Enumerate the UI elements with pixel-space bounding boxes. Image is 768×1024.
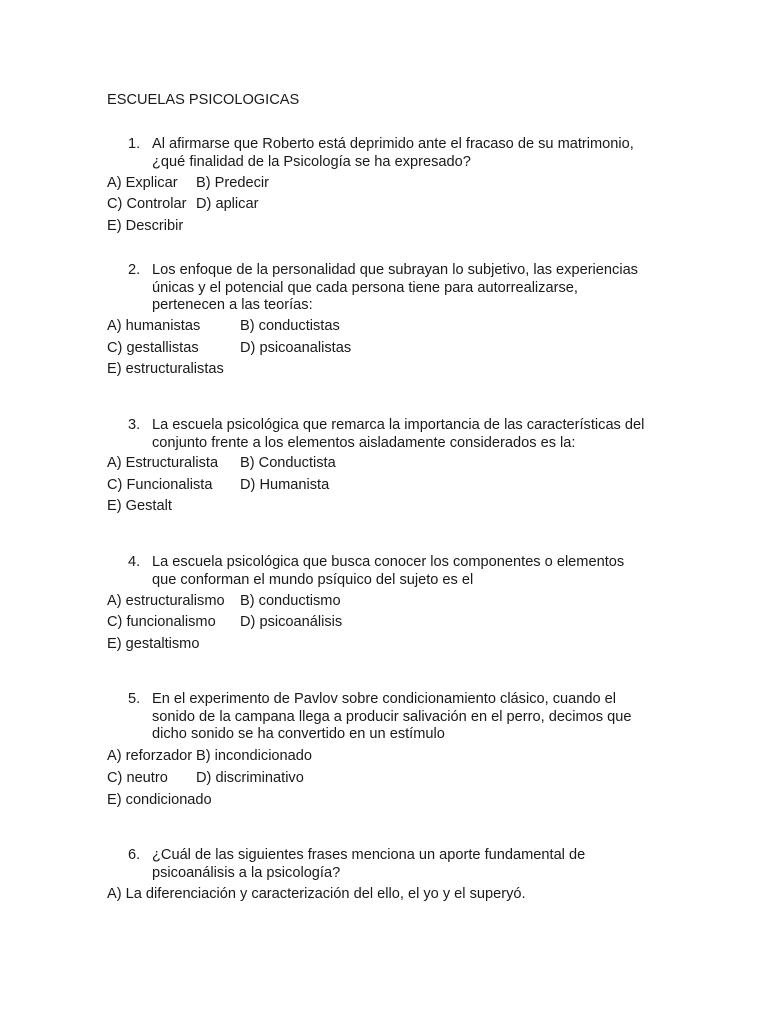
option-d: D) psicoanálisis: [240, 614, 343, 630]
option-a: A) humanistas: [107, 318, 201, 334]
option-c: C) gestallistas: [107, 340, 199, 356]
question-line: que conforman el mundo psíquico del sujeto es el: [152, 571, 474, 588]
option-c: C) Funcionalista: [107, 477, 213, 493]
question-line: ¿Cuál de las siguientes frases menciona un aporte fundamental de: [152, 847, 586, 863]
question-line: Al afirmarse que Roberto está deprimido ante el fracaso de su matrimonio,: [152, 136, 634, 152]
option-a: A) Estructuralista: [107, 455, 219, 471]
option-e: E) condicionado: [107, 792, 212, 808]
question-text: [152, 691, 672, 744]
question-line: psicoanálisis a la psicología?: [152, 864, 341, 881]
question-text: [152, 262, 672, 315]
document-title: ESCUELAS PSICOLOGICAS: [107, 92, 300, 108]
question-line: Los enfoque de la personalidad que subrayan lo subjetivo, las experiencias: [152, 262, 638, 278]
question-text: [152, 136, 672, 171]
option-d: D) psicoanalistas: [240, 340, 352, 356]
question-text: [152, 847, 672, 882]
option-b: B) conductistas: [240, 318, 340, 334]
option-b: B) Predecir: [196, 175, 269, 191]
option-e: E) gestaltismo: [107, 636, 200, 652]
option-c: C) Controlar: [107, 196, 187, 212]
option-d: D) Humanista: [240, 477, 330, 493]
question-number: 4.: [128, 554, 141, 570]
option-e: E) Gestalt: [107, 498, 172, 514]
question-number: 2.: [128, 262, 141, 278]
question-line: únicas y el potencial que cada persona tiene para autorrealizarse,: [152, 279, 578, 296]
question-text: [152, 417, 672, 452]
question-line: ¿qué finalidad de la Psicología se ha expresado?: [152, 153, 471, 170]
option-b: B) Conductista: [240, 455, 336, 471]
question-line: sonido de la campana llega a producir salivación en el perro, decimos que: [152, 708, 632, 725]
option-a: A) Explicar: [107, 175, 178, 191]
option-b: B) incondicionado: [196, 748, 313, 764]
question-line: conjunto frente a los elementos aisladamente considerados es la:: [152, 434, 576, 451]
option-c: C) funcionalismo: [107, 614, 216, 630]
option-b: B) conductismo: [240, 593, 341, 609]
option-c: C) neutro: [107, 770, 168, 786]
question-line: dicho sonido se ha convertido en un estímulo: [152, 726, 445, 742]
option-d: D) aplicar: [196, 196, 259, 212]
question-line: La escuela psicológica que busca conocer los componentes o elementos: [152, 554, 625, 570]
option-e: E) estructuralistas: [107, 361, 224, 377]
option-e: E) Describir: [107, 218, 184, 234]
option-a: A) estructuralismo: [107, 593, 225, 609]
option-d: D) discriminativo: [196, 770, 304, 786]
question-number: 3.: [128, 417, 141, 433]
question-line: pertenecen a las teorías:: [152, 297, 313, 313]
option-a: A) reforzador: [107, 748, 193, 764]
question-number: 1.: [128, 136, 141, 152]
option-a: A) La diferenciación y caracterización del ello, el yo y el superyó.: [107, 886, 526, 902]
question-number: 6.: [128, 847, 141, 863]
question-number: 5.: [128, 691, 141, 707]
question-line: En el experimento de Pavlov sobre condicionamiento clásico, cuando el: [152, 691, 617, 707]
question-text: [152, 554, 672, 589]
question-line: La escuela psicológica que remarca la importancia de las características del: [152, 417, 645, 433]
